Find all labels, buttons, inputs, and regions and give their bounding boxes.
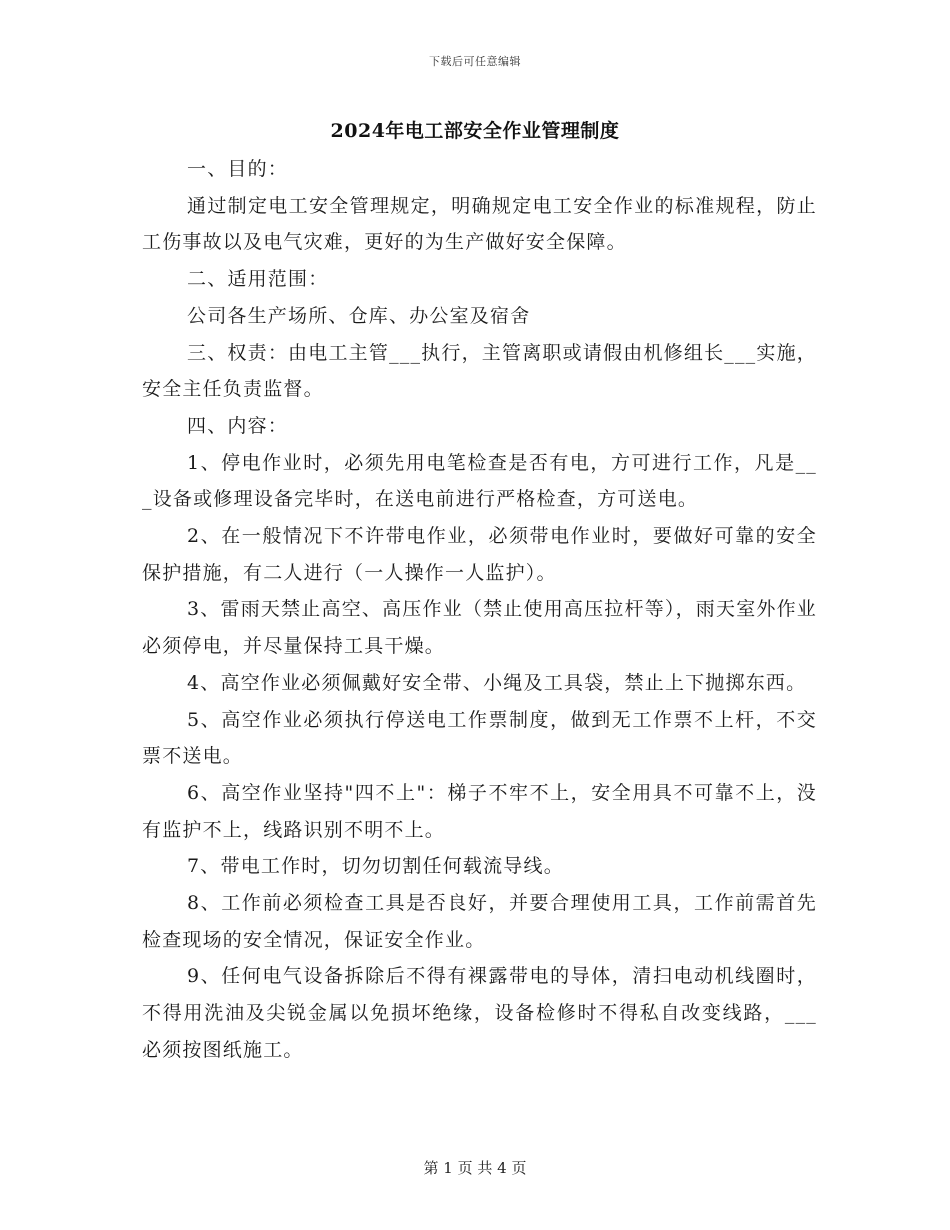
list-item-3: 3、雷雨天禁止高空、高压作业（禁止使用高压拉杆等），雨天室外作业必须停电，并尽量保持工具干燥。 [142, 598, 817, 658]
document-body [142, 151, 817, 1069]
page-number: 第 1 页 共 4 页 [423, 1159, 527, 1177]
list-item-9: 9、任何电气设备拆除后不得有裸露带电的导体，清扫电动机线圈时，不得用洗油及尖锐金属以免损坏绝缘，设备检修时不得私自改变线路，___必须按图纸施工。 [142, 965, 817, 1061]
list-item-4: 4、高空作业必须佩戴好安全带、小绳及工具袋，禁止上下抛掷东西。 [187, 671, 807, 694]
list-item-2: 2、在一般情况下不许带电作业，必须带电作业时，要做好可靠的安全保护措施，有二人进行（一人操作一人监护）。 [142, 525, 817, 584]
section-heading-purpose: 一、目的： [187, 158, 289, 180]
header-note: 下载后可任意编辑 [429, 55, 521, 68]
section-heading-content: 四、内容： [187, 414, 289, 437]
paragraph-responsibility: 三、权责：由电工主管___执行，主管离职或请假由机修组长___实施，安全主任负责监督。 [142, 341, 817, 401]
list-item-5: 5、高空作业必须执行停送电工作票制度，做到无工作票不上杆，不交票不送电。 [142, 708, 817, 768]
paragraph-purpose: 通过制定电工安全管理规定，明确规定电工安全作业的标准规程，防止工伤事故以及电气灾难，更好的为生产做好安全保障。 [142, 194, 817, 254]
section-heading-scope: 二、适用范围： [187, 268, 329, 291]
document-title: 2024年电工部安全作业管理制度 [330, 120, 620, 142]
paragraph-scope: 公司各生产场所、仓库、办公室及宿舍 [187, 304, 531, 327]
list-item-6: 6、高空作业坚持"四不上"：梯子不牢不上，安全用具不可靠不上，没有监护不上，线路识别不明不上。 [142, 781, 817, 841]
list-item-7: 7、带电工作时，切勿切割任何载流导线。 [187, 855, 564, 878]
list-item-1: 1、停电作业时，必须先用电笔检查是否有电，方可进行工作，凡是___设备或修理设备完毕时，在送电前进行严格检查，方可送电。 [142, 451, 817, 511]
list-item-8: 8、工作前必须检查工具是否良好，并要合理使用工具，工作前需首先检查现场的安全情况，保证安全作业。 [142, 892, 817, 951]
